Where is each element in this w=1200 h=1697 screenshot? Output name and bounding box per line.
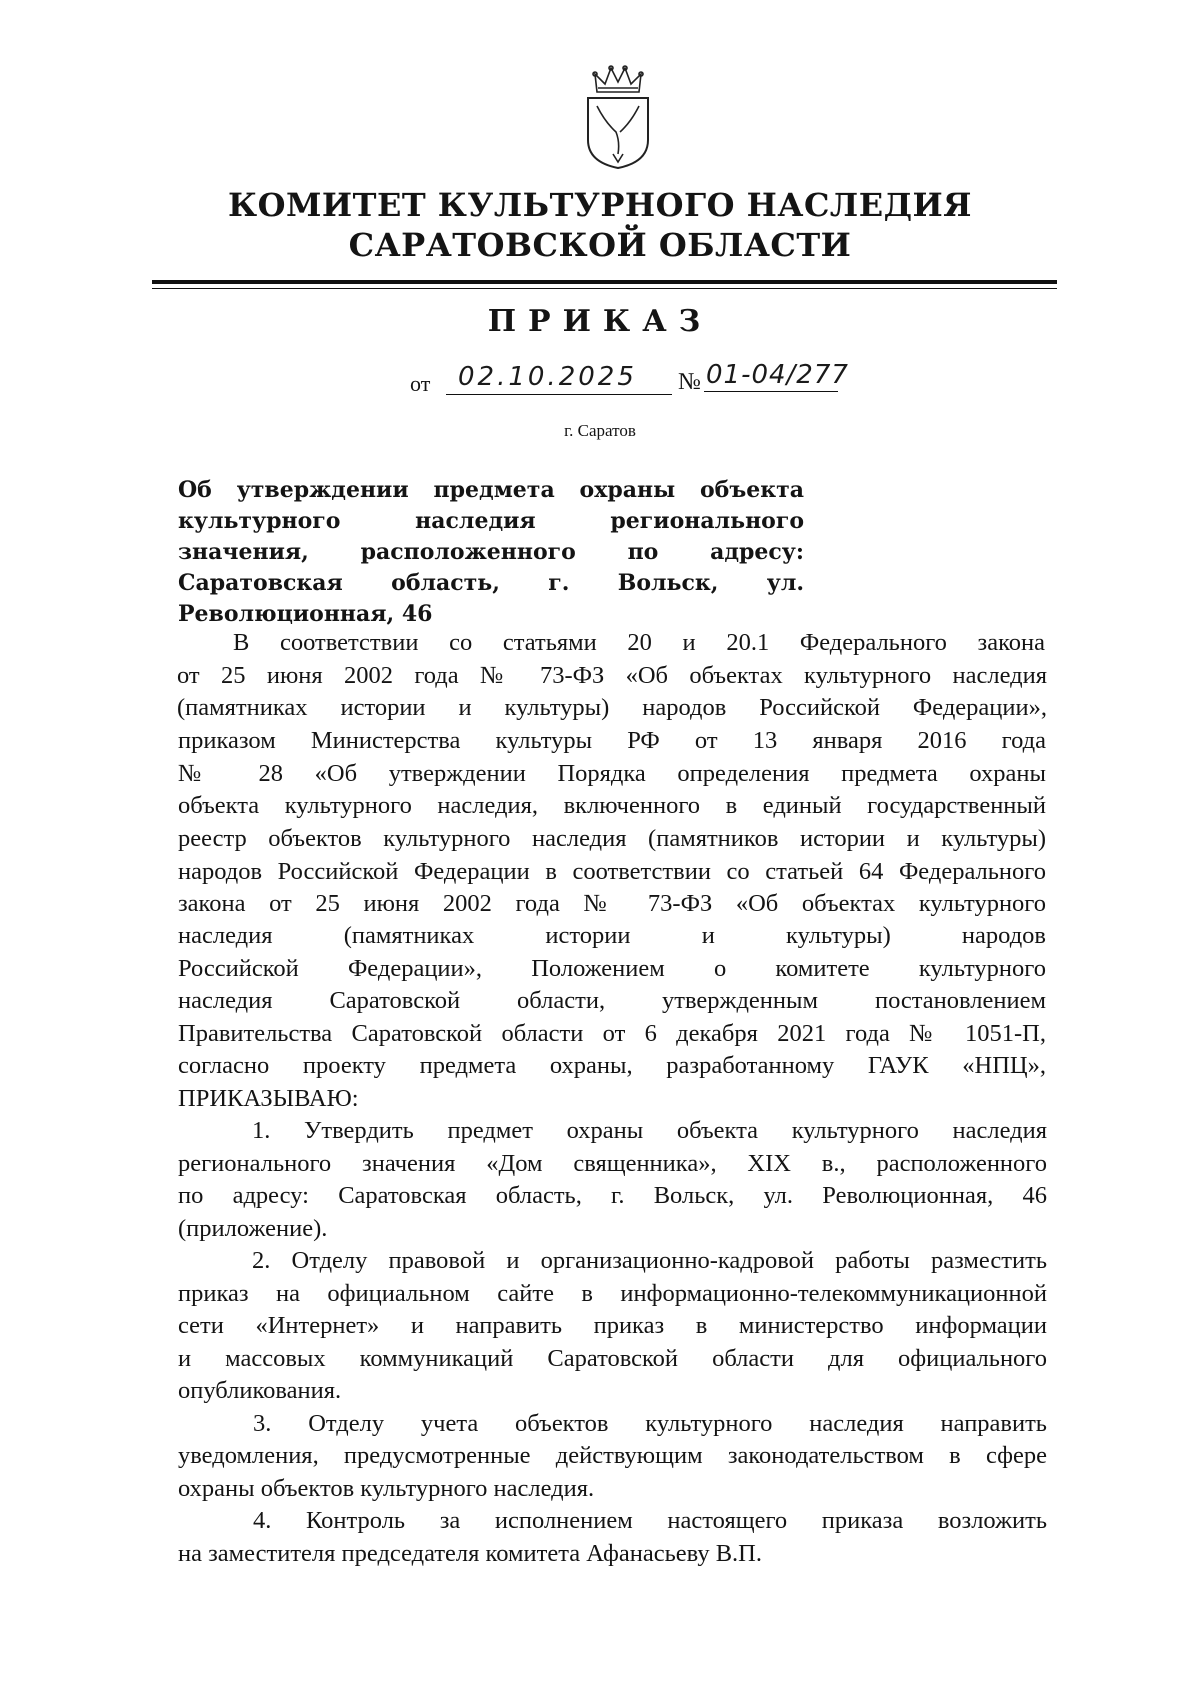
coat-of-arms-emblem [583,62,653,172]
body-line: (памятниках истории и культуры) народов Российской Федерации», [177,694,1047,721]
body-line: согласно проекту предмета охраны, разработанному ГАУК «НПЦ», [178,1052,1046,1079]
date-label: от [410,371,431,396]
date-underline [446,394,672,395]
body-line: 3. Отделу учета объектов культурного наследия направить [253,1410,1047,1437]
body-line: по адресу: Саратовская область, г. Вольск, ул. Революционная, 46 [178,1182,1047,1209]
body-line: сети «Интернет» и направить приказ в министерство информации [178,1312,1047,1339]
handwritten-number: 01-04/277 [706,360,849,390]
handwritten-date: 02.10.2025 [458,362,637,392]
number-label: № [678,369,701,395]
body-line: охраны объектов культурного наследия. [178,1475,595,1502]
body-line: 4. Контроль за исполнением настоящего приказа возложить [253,1507,1047,1534]
organization-name-line2: САРАТОВСКОЙ ОБЛАСТИ [348,226,852,264]
body-line: уведомления, предусмотренные действующим законодательством в сфере [178,1442,1047,1469]
body-line: опубликования. [178,1377,342,1404]
header-divider-thin [152,288,1057,289]
body-line: народов Российской Федерации в соответствии со статьей 64 Федерального [178,858,1046,885]
body-line: реестр объектов культурного наследия (памятников истории и культуры) [178,825,1046,852]
body-line: Правительства Саратовской области от 6 декабря 2021 года № 1051-П, [178,1020,1046,1047]
body-line: наследия Саратовской области, утвержденным постановлением [178,987,1046,1014]
number-underline [704,391,838,392]
body-line: закона от 25 июня 2002 года № 73-ФЗ «Об объектах культурного [178,890,1046,917]
body-line: 2. Отделу правовой и организационно-кадровой работы разместить [252,1247,1047,1274]
body-line: приказ на официальном сайте в информационно-телекоммуникационной [178,1280,1047,1307]
body-line: приказом Министерства культуры РФ от 13 января 2016 года [178,727,1046,754]
body-line: регионального значения «Дом священника», XIX в., расположенного [178,1150,1047,1177]
body-line: Российской Федерации», Положением о комитете культурного [178,955,1046,982]
order-subject: Об утверждении предмета охраны объекта культурного наследия регионального значения, расположенного по адресу: Саратовская область, г. Вольск, ул. Революционная, 46 [178,477,804,627]
city-label: г. Саратов [564,421,636,440]
body-line: (приложение). [178,1215,328,1242]
organization-name-line1: КОМИТЕТ КУЛЬТУРНОГО НАСЛЕДИЯ [228,186,972,224]
body-line: объекта культурного наследия, включенного в единый государственный [178,792,1046,819]
body-line: № 28 «Об утверждении Порядка определения предмета охраны [178,760,1046,787]
body-line: 1. Утвердить предмет охраны объекта культурного наследия [252,1117,1047,1144]
body-line: и массовых коммуникаций Саратовской области для официального [178,1345,1047,1372]
body-line: ПРИКАЗЫВАЮ: [178,1085,359,1112]
body-line: наследия (памятниках истории и культуры) народов [178,922,1046,949]
header-divider-thick [152,280,1057,284]
body-line: В соответствии со статьями 20 и 20.1 Федерального закона [233,629,1045,656]
body-line: от 25 июня 2002 года № 73-ФЗ «Об объектах культурного наследия [177,662,1047,689]
body-line: на заместителя председателя комитета Афанасьеву В.П. [178,1540,763,1567]
document-type-title: ПРИКАЗ [487,304,713,339]
